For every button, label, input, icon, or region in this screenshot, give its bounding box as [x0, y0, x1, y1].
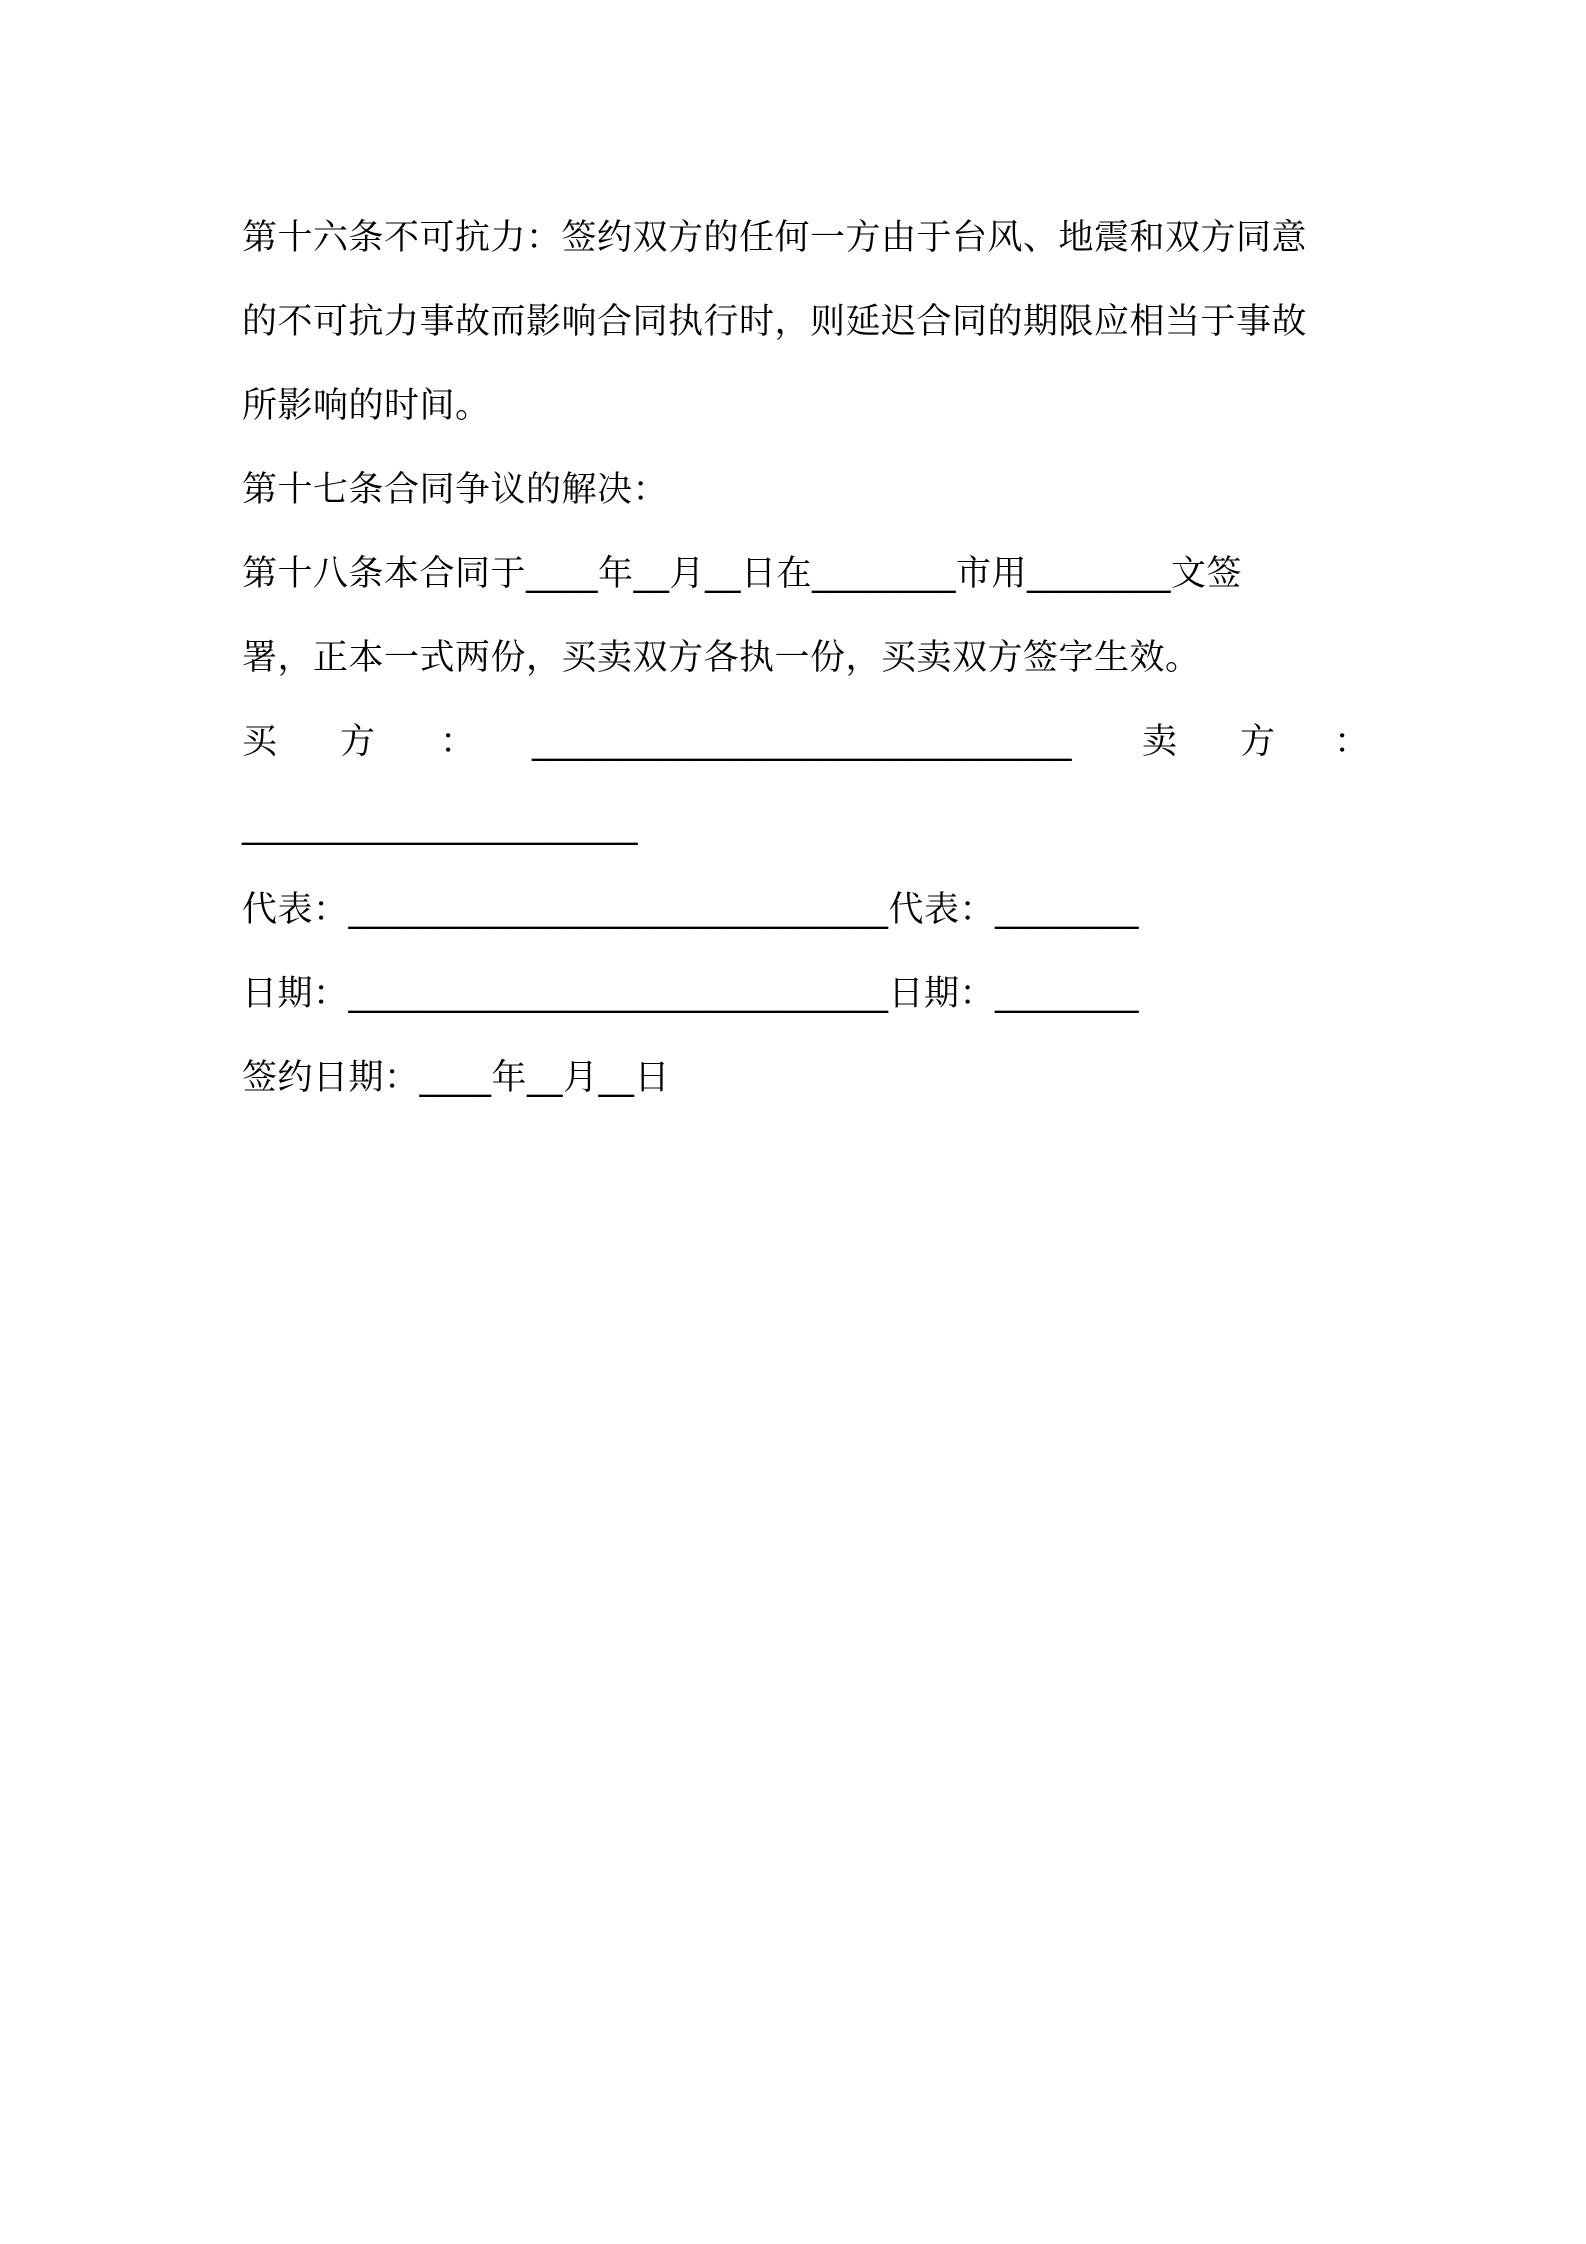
buyer-char-1: 买	[242, 722, 278, 762]
buyer-date-label: 日期：	[242, 974, 349, 1014]
seller-label	[1142, 700, 1370, 784]
document-body	[242, 196, 1370, 1120]
seller-rep-blank: ________	[995, 890, 1140, 930]
article-17-line-1: 第十七条合同争议的解决：	[242, 470, 669, 510]
representative-row	[242, 868, 1354, 952]
article-18-line-1: 第十八条本合同于____年__月__日在________市用________文签	[242, 554, 1243, 594]
article-16	[242, 196, 1354, 448]
article-16-line-3: 所影响的时间。	[242, 386, 491, 426]
seller-date-blank: ________	[995, 974, 1140, 1014]
buyer-colon: ：	[440, 722, 476, 762]
article-18-line-2: 署，正本一式两份，买卖双方各执一份，买卖双方签字生效。	[242, 638, 1201, 678]
seller-char-1: 卖	[1142, 722, 1178, 762]
seller-rep-label: 代表：	[888, 890, 996, 930]
article-16-line-2: 的不可抗力事故而影响合同执行时，则延迟合同的期限应相当于事故	[242, 302, 1308, 342]
buyer-rep-blank: ______________________________	[348, 890, 889, 930]
seller-blank: ______________________	[242, 806, 638, 846]
buyer-field	[242, 700, 1072, 784]
buyer-label	[242, 700, 532, 784]
article-16-line-1: 第十六条不可抗力：签约双方的任何一方由于台风、地震和双方同意	[242, 218, 1308, 258]
party-row	[242, 700, 1370, 784]
article-18	[242, 532, 1354, 700]
article-17	[242, 448, 1354, 532]
buyer-rep-label: 代表：	[242, 890, 349, 930]
date-row	[242, 952, 1354, 1036]
signing-date: 签约日期：____年__月__日	[242, 1058, 671, 1098]
seller-colon: ：	[1334, 722, 1370, 762]
buyer-char-2: 方	[340, 722, 376, 762]
buyer-blank: ______________________________	[532, 722, 1072, 762]
seller-char-2: 方	[1240, 722, 1276, 762]
buyer-date-blank: ______________________________	[348, 974, 889, 1014]
seller-date-label: 日期：	[888, 974, 996, 1014]
